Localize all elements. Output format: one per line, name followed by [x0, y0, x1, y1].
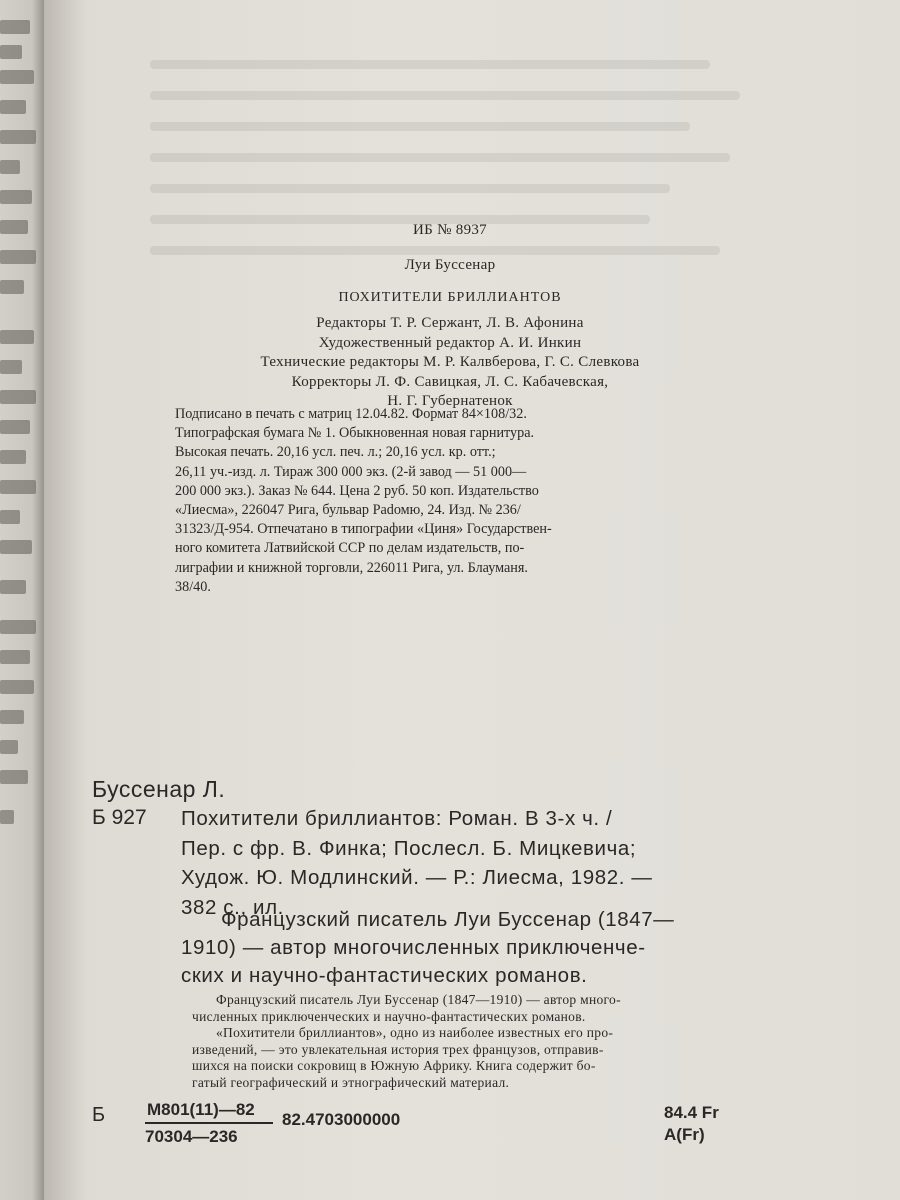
annotation-small [192, 992, 796, 1091]
class-letter: Б [92, 1104, 106, 1126]
credit-line: Редакторы Т. Р. Сержант, Л. В. Афонина [316, 315, 584, 331]
imprint-line: Подписано в печать с матриц 12.04.82. Формат 84×108/32. [175, 406, 527, 422]
imprint-line: 31323/Д-954. Отпечатано в типографии «Циня» Государствен- [175, 521, 552, 538]
ib-number: ИБ № 8937 [413, 222, 487, 238]
imprint-title: ПОХИТИТЕЛИ БРИЛЛИАНТОВ [338, 290, 562, 305]
imprint-line: Типографская бумага № 1. Обыкновенная новая гарнитура. [175, 425, 535, 442]
credit-line: Художественный редактор А. И. Инкин [318, 334, 582, 351]
annotation-line: численных приключенческих и научно-фантастических романов. [192, 1008, 586, 1024]
description-line: 382 с., ил. [181, 895, 284, 919]
annotation-line: шихся на поиски сокровищ в Южную Африку. Книга содержит бо- [192, 1058, 596, 1073]
annotation-line: 1910) — автор многочисленных приключенче- [181, 936, 646, 959]
catalog-call-code: Б 927 [92, 806, 147, 829]
credit-line: Н. Г. Губернатенок [387, 393, 513, 409]
annotation-line: Французский писатель Луи Буссенар (1847—1910) — автор много- [216, 992, 621, 1007]
imprint-line: 200 000 экз.). Заказ № 644. Цена 2 руб. 50 коп. Издательство [175, 482, 539, 499]
imprint-line: ного комитета Латвийской ССР по делам издательств, по- [175, 540, 525, 557]
annotation-line: ских и научно-фантастических романов. [181, 964, 588, 987]
show-through-text [150, 60, 750, 290]
udc-block [664, 1102, 719, 1146]
bbk-code: 82.4703000000 [282, 1110, 401, 1129]
annotation-line: изведений, — это увлекательная история трех французов, отправив- [192, 1041, 604, 1057]
catalog-description [181, 804, 781, 922]
description-line: Худож. Ю. Модлинский. — Р.: Лиесма, 1982. — [181, 866, 653, 889]
credit-line: Корректоры Л. Ф. Савицкая, Л. С. Кабачевская, [291, 373, 609, 390]
fraction-denominator: 70304—236 [145, 1127, 238, 1146]
annotation-line: Французский писатель Луи Буссенар (1847— [221, 908, 675, 931]
description-line: Пер. с фр. В. Финка; Послесл. Б. Мицкевича; [181, 836, 637, 860]
udc-line: 84.4 Fr [664, 1103, 719, 1122]
credit-line: Технические редакторы М. Р. Калвберова, Г. С. Слевкова [260, 354, 640, 370]
imprint-line: 26,11 уч.-изд. л. Тираж 300 000 экз. (2-й завод — 51 000— [175, 463, 527, 480]
catalog-fraction [145, 1100, 273, 1147]
catalog-author-heading: Буссенар Л. [92, 776, 226, 802]
imprint-line: «Лиесма», 226047 Рига, бульвар Padомю, 24. Изд. № 236/ [175, 502, 521, 519]
adjacent-page-edge [0, 0, 46, 1200]
imprint-line: лиграфии и книжной торговли, 226011 Рига, ул. Блауманя. [175, 559, 528, 576]
annotation-line: «Похитители бриллиантов», одно из наиболее известных его про- [216, 1025, 614, 1040]
fraction-numerator: М801(11)—82 [147, 1100, 255, 1119]
imprint-line: 38/40. [175, 578, 211, 595]
description-line: Похитители бриллиантов: Роман. В 3-х ч. / [181, 807, 613, 830]
annotation-line: гатый географический и этнографический материал. [192, 1074, 510, 1090]
imprint-line: Высокая печать. 20,16 усл. печ. л.; 20,16 усл. кр. отт.; [175, 444, 496, 461]
annotation-large [181, 906, 781, 990]
imprint-author: Луи Буссенар [404, 257, 496, 273]
fraction-bar [145, 1122, 273, 1124]
imprint-details [175, 405, 700, 597]
udc-line: A(Fr) [664, 1125, 705, 1144]
credits-block [0, 314, 900, 412]
